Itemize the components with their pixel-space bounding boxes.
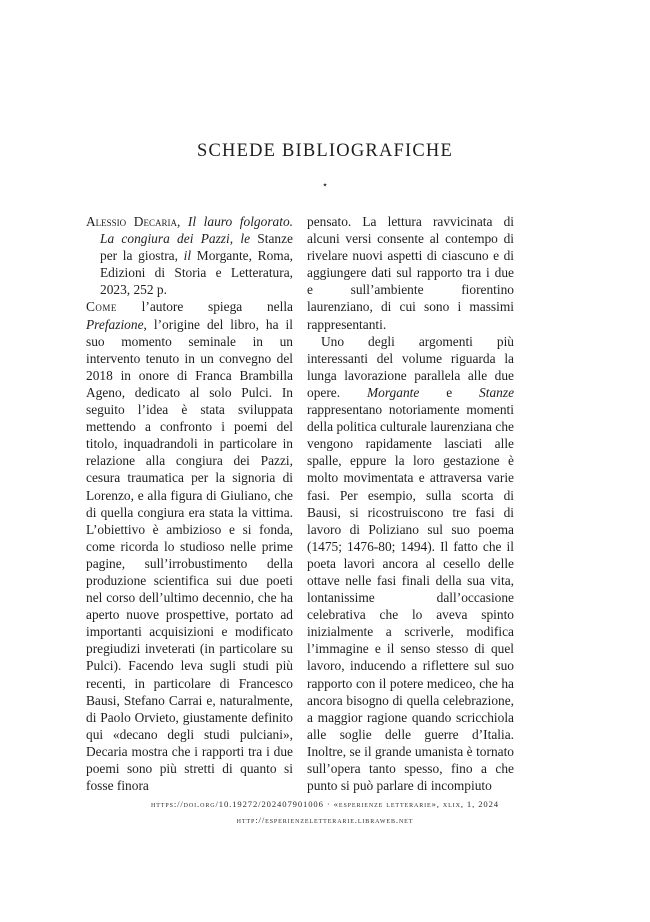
body-text: Uno degli argomenti più interessanti del volume riguarda la lunga lavorazione parallela alle due opere.	[307, 333, 514, 400]
entry-publication-info: Morgante, Roma, Edizioni di Storia e Letteratura, 2023, 252 p.	[100, 248, 293, 298]
left-column	[86, 213, 293, 794]
bibliographic-entry	[86, 213, 293, 298]
body-text: e	[419, 384, 480, 400]
entry-separator: ,	[176, 214, 188, 229]
body-text-italic: Morgante	[366, 384, 420, 400]
footer-doi-line: https://doi.org/10.19272/202407901006 · «esperienze letterarie», xlix, 1, 2024	[150, 799, 499, 809]
footer-web-line: http://esperienzeletterarie.libraweb.net	[236, 815, 414, 825]
entry-title-roman: Stanze per la giostra,	[100, 231, 293, 264]
body-paragraph-1	[86, 298, 293, 794]
body-paragraph-2	[307, 333, 514, 795]
body-text: , l’origine del libro, ha il suo momento seminale in un intervento tenuto in un convegno del 2018 in onore di Franca Brambilla Ageno, dedicato al solo Pulci. In seguito l’idea è stata sviluppata mettendo a confronto i poemi del titolo, inquadrandoli in particolare in relazione alla congiura dei Pazzi, cesura traumatica per la signoria di Lorenzo, e alla figura di Giuliano, che di quella congiura era stata la vittima. L’obiettivo è ambizioso e si fonda, come ricorda lo studioso nelle prime pagine, sull’irrobustimento della produzione scientifica sui due poeti nel corso dell’ultimo decennio, che ha aperto nuove prospettive, portato ad importanti acquisizioni e modificato pregiudizi inveterati (in particolare su Pulci). Facendo leva sugli studi più recenti, in particolare di Francesco Bausi, Stefano Carrai e, naturalmente, di Paolo Orvieto, giustamente definito qui «decano degli studi pulciani», Decaria mostra che i rapporti tra i due poemi sono più stretti di quanto si fosse finora	[86, 316, 293, 794]
body-text: rappresentano notoriamente momenti della politica culturale laurenziana che vengono rapidamente lasciati alle spalle, eppure la loro gestazione è molto movimentata e attraversa varie fasi. Per esempio, sulla scorta di Bausi, si ricostruiscono tre fasi di lavoro di Poliziano sul suo poema (1475; 1476-80; 1494). Il fatto che il poeta lavori ancora al cesello delle ottave nelle fasi finali della sua vita, lontanissime dall’occasione celebrativa che lo aveva spinto inizialmente a scriverle, modifica l’immagine e il senso stesso di quel lavoro, inducendo a riflettere sul suo rapporto con il potere mediceo, che ha ancora bisogno di quella celebrazione, a maggior ragione quando scricchiola alle soglie delle guerre d’Italia. Inoltre, se il grande umanista è tornato sull’opera tanto spesso, fino a che punto si può parlare di incompiuto	[307, 402, 514, 794]
body-text: l’autore spiega nella	[116, 299, 293, 315]
entry-title-italic-2: il	[183, 248, 192, 264]
body-text-italic: Stanze	[479, 384, 515, 400]
entry-title-italic: Il lauro folgorato. La congiura dei Pazzi, le	[100, 214, 293, 247]
entry-author: Alessio Decaria	[86, 214, 177, 229]
body-text-italic: Prefazione	[86, 316, 144, 332]
body-paragraph-continued: pensato. La lettura ravvicinata di alcuni versi consente al contempo di rivelare nuovi aspetti di ciascuno e di aggiungere dati sul rapporto tra i due e sull’ambiente fiorentino laurenziano, di cui sono i massimi rappresentanti.	[307, 214, 514, 332]
star-ornament: ⋆	[321, 180, 329, 191]
right-column	[307, 213, 514, 794]
page-title: SCHEDE BIBLIOGRAFICHE	[197, 141, 453, 161]
drop-initial-word: Come	[86, 299, 117, 315]
